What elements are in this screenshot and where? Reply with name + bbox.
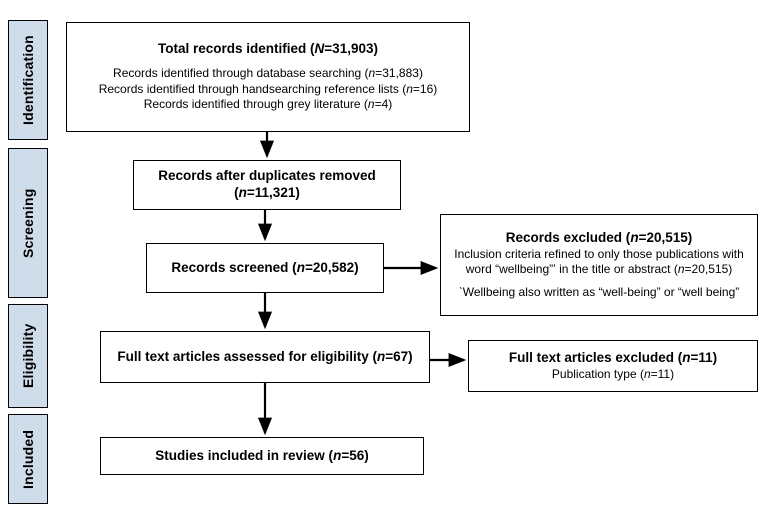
box-records-after-duplicates-title: Records after duplicates removed (n=11,321): [158, 168, 376, 200]
box-fulltext-excluded-title: Full text articles excluded (n=11): [508, 349, 718, 365]
box-records-excluded-line-2: ˋWellbeing also written as “well-being” or “well being”: [458, 284, 740, 299]
box-records-screened-title: Records screened (n=20,582): [171, 259, 359, 275]
box-records-after-duplicates: [133, 160, 401, 210]
box-studies-included-title: Studies included in review (n=56): [155, 447, 369, 463]
stage-label-identification-text: Identification: [20, 35, 36, 125]
box-records-identified-line-3: Records identified through grey literature (n=4): [143, 97, 393, 112]
box-records-identified-title: Total records identified (N=31,903): [158, 41, 378, 57]
box-records-excluded-title: Records excluded (n=20,515): [505, 230, 693, 246]
box-fulltext-assessed: [100, 331, 430, 383]
stage-label-eligibility: [8, 304, 48, 408]
stage-label-identification: [8, 20, 48, 140]
box-records-identified: [66, 22, 470, 132]
box-records-excluded-line-1: Inclusion criteria refined to only those publications with word “wellbeing”ʼ in the title or abstract (n=20,515): [454, 246, 744, 276]
stage-label-screening: [8, 148, 48, 298]
stage-label-eligibility-text: Eligibility: [20, 323, 36, 389]
box-fulltext-excluded: [468, 340, 758, 392]
box-fulltext-assessed-title: Full text articles assessed for eligibility (n=67): [117, 348, 413, 364]
box-records-screened: [146, 243, 384, 293]
box-records-excluded: [440, 214, 758, 316]
box-fulltext-excluded-line-1: Publication type (n=11): [551, 366, 675, 381]
stage-label-included: [8, 414, 48, 504]
box-records-identified-line-1: Records identified through database searching (n=31,883): [113, 66, 423, 81]
stage-label-screening-text: Screening: [20, 188, 36, 258]
box-records-identified-line-2: Records identified through handsearching reference lists (n=16): [98, 81, 438, 96]
stage-label-included-text: Included: [20, 429, 36, 489]
box-studies-included: [100, 437, 424, 475]
